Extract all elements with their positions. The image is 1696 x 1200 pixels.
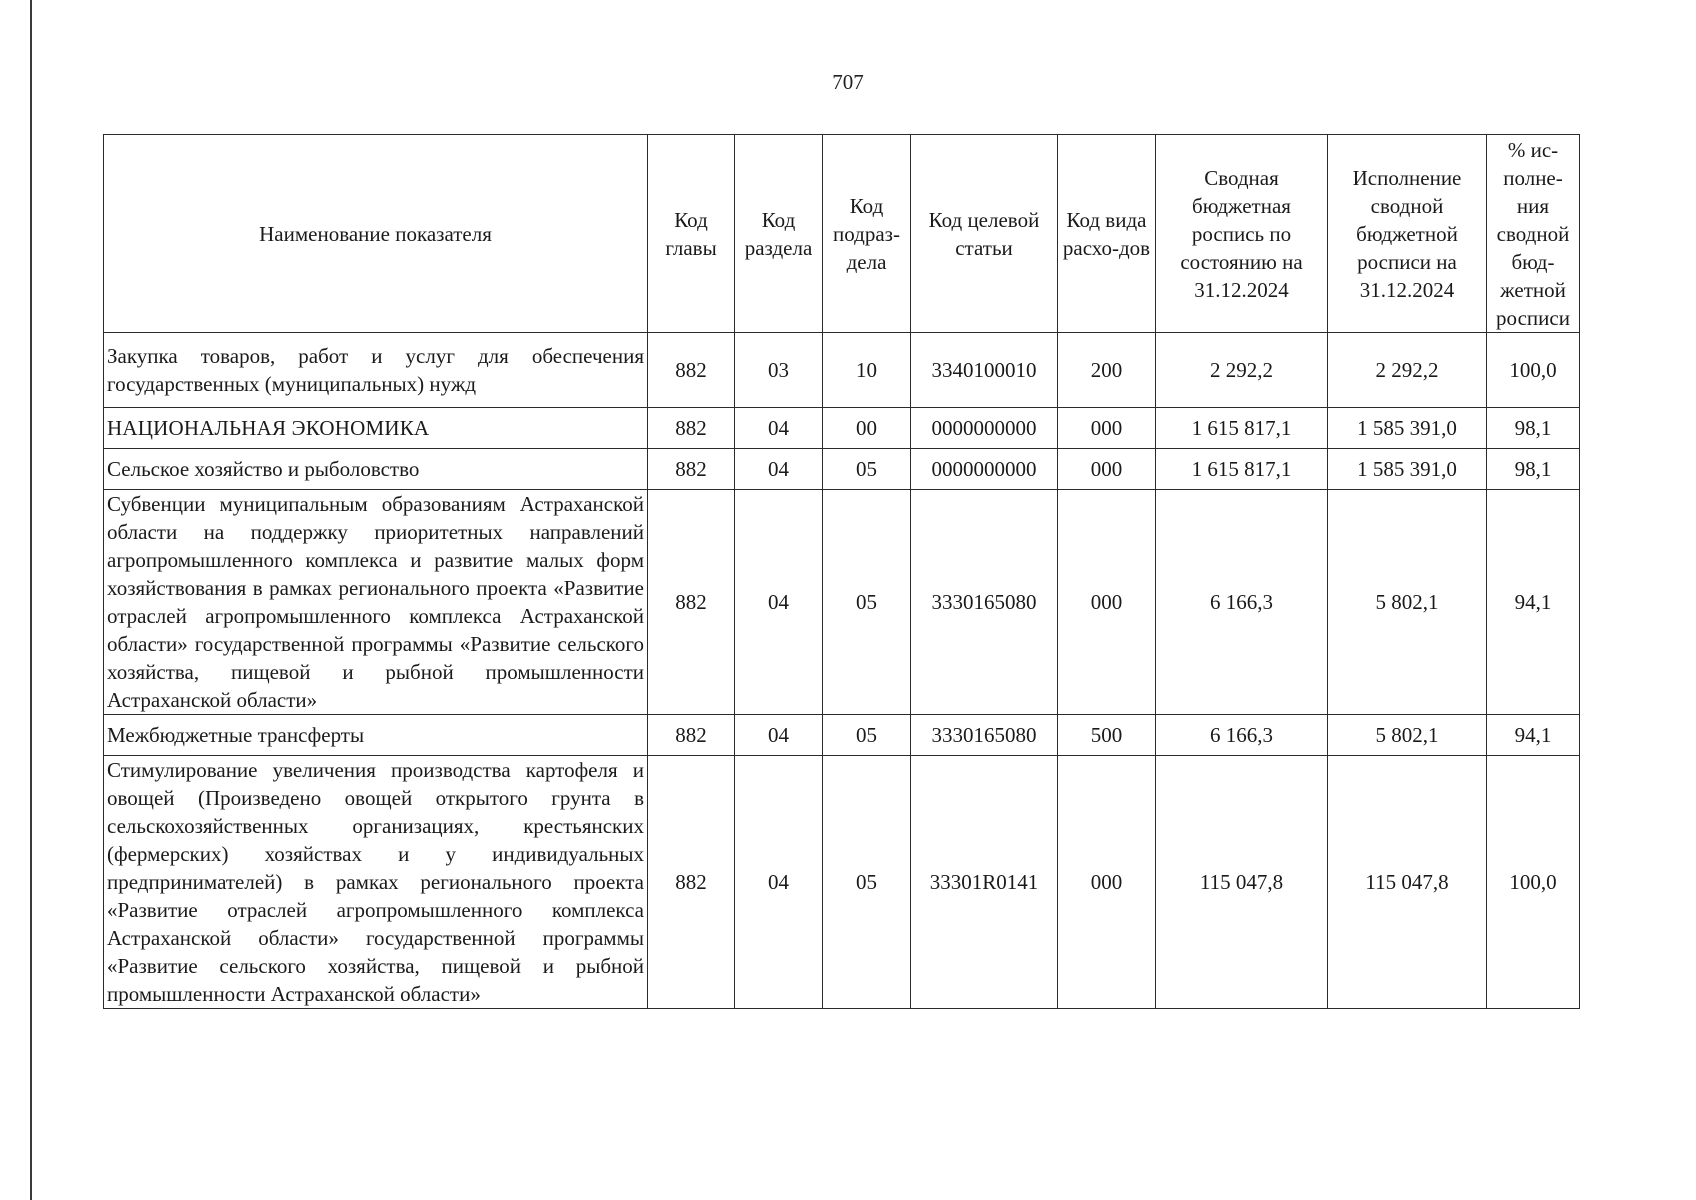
row-target-code: 0000000000 (911, 408, 1058, 449)
table-row (104, 449, 1580, 490)
row-chapter-code: 882 (648, 449, 735, 490)
header-target-code: Код целевой статьи (911, 135, 1058, 333)
header-subsection-code: Код подраз-дела (823, 135, 911, 333)
row-section-code: 04 (735, 715, 823, 756)
row-expense-type-code: 000 (1058, 449, 1156, 490)
row-chapter-code: 882 (648, 715, 735, 756)
row-execution-percent: 98,1 (1487, 449, 1580, 490)
header-section-code: Код раздела (735, 135, 823, 333)
row-planned-amount: 6 166,3 (1156, 490, 1328, 715)
row-subsection-code: 05 (823, 449, 911, 490)
table-header-row (104, 135, 1580, 333)
row-section-code: 04 (735, 449, 823, 490)
row-execution-percent: 100,0 (1487, 333, 1580, 408)
row-subsection-code: 00 (823, 408, 911, 449)
header-planned-budget: Сводная бюджетная роспись по состоянию на 31.12.2024 (1156, 135, 1328, 333)
header-execution-percent: % ис-полне-ния сводной бюд-жетной росписи (1487, 135, 1580, 333)
row-execution-percent: 94,1 (1487, 490, 1580, 715)
row-name: Сельское хозяйство и рыболовство (104, 449, 648, 490)
row-expense-type-code: 000 (1058, 756, 1156, 1009)
header-expense-type-code: Код вида расхо-дов (1058, 135, 1156, 333)
row-executed-amount: 5 802,1 (1328, 715, 1487, 756)
row-target-code: 3330165080 (911, 715, 1058, 756)
table-row (104, 490, 1580, 715)
row-executed-amount: 115 047,8 (1328, 756, 1487, 1009)
row-planned-amount: 2 292,2 (1156, 333, 1328, 408)
page-left-edge (30, 0, 32, 1200)
row-planned-amount: 1 615 817,1 (1156, 449, 1328, 490)
row-executed-amount: 1 585 391,0 (1328, 408, 1487, 449)
row-target-code: 3330165080 (911, 490, 1058, 715)
row-name: Стимулирование увеличения производства картофеля и овощей (Произведено овощей открытого грунта в сельскохозяйственных организациях, крестьянских (фермерских) хозяйствах и у индивидуальных предпринимателей) в рамках регионального проекта «Развитие отраслей агропромышленного комплекса Астраханской области» государственной программы «Развитие сельского хозяйства, пищевой и рыбной промышленности Астраханской области» (104, 756, 648, 1009)
row-section-code: 04 (735, 490, 823, 715)
row-planned-amount: 115 047,8 (1156, 756, 1328, 1009)
row-execution-percent: 94,1 (1487, 715, 1580, 756)
row-executed-amount: 1 585 391,0 (1328, 449, 1487, 490)
row-section-code: 03 (735, 333, 823, 408)
row-expense-type-code: 200 (1058, 333, 1156, 408)
row-executed-amount: 5 802,1 (1328, 490, 1487, 715)
table-row (104, 756, 1580, 1009)
header-name: Наименование показателя (104, 135, 648, 333)
row-subsection-code: 05 (823, 756, 911, 1009)
row-expense-type-code: 000 (1058, 408, 1156, 449)
budget-execution-table (103, 134, 1580, 1009)
row-expense-type-code: 500 (1058, 715, 1156, 756)
row-target-code: 0000000000 (911, 449, 1058, 490)
page-number: 707 (832, 70, 864, 94)
row-name: НАЦИОНАЛЬНАЯ ЭКОНОМИКА (104, 408, 648, 449)
row-chapter-code: 882 (648, 490, 735, 715)
header-chapter-code: Код главы (648, 135, 735, 333)
row-target-code: 33301R0141 (911, 756, 1058, 1009)
row-subsection-code: 05 (823, 490, 911, 715)
row-target-code: 3340100010 (911, 333, 1058, 408)
row-planned-amount: 1 615 817,1 (1156, 408, 1328, 449)
row-planned-amount: 6 166,3 (1156, 715, 1328, 756)
row-executed-amount: 2 292,2 (1328, 333, 1487, 408)
row-chapter-code: 882 (648, 333, 735, 408)
table-row (104, 333, 1580, 408)
row-execution-percent: 98,1 (1487, 408, 1580, 449)
row-chapter-code: 882 (648, 756, 735, 1009)
table-row (104, 408, 1580, 449)
row-section-code: 04 (735, 756, 823, 1009)
row-name: Межбюджетные трансферты (104, 715, 648, 756)
row-name: Закупка товаров, работ и услуг для обеспечения государственных (муниципальных) нужд (104, 333, 648, 408)
row-subsection-code: 10 (823, 333, 911, 408)
row-chapter-code: 882 (648, 408, 735, 449)
table-row (104, 715, 1580, 756)
row-expense-type-code: 000 (1058, 490, 1156, 715)
row-subsection-code: 05 (823, 715, 911, 756)
header-executed-budget: Исполнение сводной бюджетной росписи на 31.12.2024 (1328, 135, 1487, 333)
row-name: Субвенции муниципальным образованиям Астраханской области на поддержку приоритетных направлений агропромышленного комплекса и развитие малых форм хозяйствования в рамках регионального проекта «Развитие отраслей агропромышленного комплекса Астраханской области» государственной программы «Развитие сельского хозяйства, пищевой и рыбной промышленности Астраханской области» (104, 490, 648, 715)
row-execution-percent: 100,0 (1487, 756, 1580, 1009)
row-section-code: 04 (735, 408, 823, 449)
